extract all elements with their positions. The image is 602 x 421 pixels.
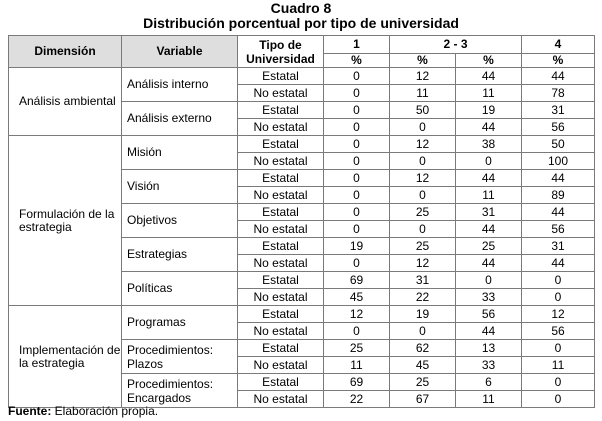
tipo-universidad-cell: Estatal <box>238 238 324 255</box>
percent-value-cell: 69 <box>324 272 390 289</box>
distribution-table <box>8 35 595 408</box>
percent-value-cell: 62 <box>390 340 456 357</box>
percent-value-cell: 44 <box>456 68 522 85</box>
percent-value-cell: 50 <box>522 136 595 153</box>
percent-value-cell: 11 <box>456 85 522 102</box>
percent-value-cell: 56 <box>456 306 522 323</box>
percent-value-cell: 25 <box>456 238 522 255</box>
header-dimension: Dimensión <box>9 36 122 68</box>
dimension-cell: Formulación de la estrategia <box>9 136 122 306</box>
dimension-cell: Análisis ambiental <box>9 68 122 136</box>
percent-value-cell: 19 <box>456 102 522 119</box>
percent-value-cell: 19 <box>324 238 390 255</box>
percent-value-cell: 11 <box>456 391 522 408</box>
source-label: Fuente: <box>8 404 52 418</box>
percent-value-cell: 0 <box>522 391 595 408</box>
tipo-universidad-cell: No estatal <box>238 391 324 408</box>
percent-value-cell: 13 <box>456 340 522 357</box>
variable-cell: Procedimientos: Encargados <box>122 374 238 408</box>
percent-value-cell: 50 <box>390 102 456 119</box>
tipo-universidad-cell: No estatal <box>238 85 324 102</box>
header-percent: % <box>324 54 390 68</box>
percent-value-cell: 33 <box>456 357 522 374</box>
table-row <box>9 136 595 153</box>
header-percent: % <box>390 54 456 68</box>
tipo-universidad-cell: No estatal <box>238 289 324 306</box>
tipo-universidad-cell: No estatal <box>238 255 324 272</box>
percent-value-cell: 45 <box>390 357 456 374</box>
percent-value-cell: 11 <box>456 187 522 204</box>
percent-value-cell: 11 <box>324 357 390 374</box>
percent-value-cell: 6 <box>456 374 522 391</box>
tipo-universidad-cell: No estatal <box>238 221 324 238</box>
percent-value-cell: 12 <box>390 136 456 153</box>
percent-value-cell: 31 <box>390 272 456 289</box>
variable-cell: Políticas <box>122 272 238 306</box>
percent-value-cell: 0 <box>324 255 390 272</box>
tipo-universidad-cell: No estatal <box>238 153 324 170</box>
header-col-4: 4 <box>522 36 595 54</box>
percent-value-cell: 0 <box>390 323 456 340</box>
percent-value-cell: 56 <box>522 323 595 340</box>
percent-value-cell: 0 <box>324 85 390 102</box>
header-col-1: 1 <box>324 36 390 54</box>
header-percent: % <box>456 54 522 68</box>
source-note <box>8 404 158 418</box>
percent-value-cell: 44 <box>522 204 595 221</box>
table-row <box>9 68 595 85</box>
variable-cell: Programas <box>122 306 238 340</box>
variable-cell: Análisis interno <box>122 68 238 102</box>
percent-value-cell: 44 <box>522 68 595 85</box>
tipo-universidad-cell: No estatal <box>238 119 324 136</box>
percent-value-cell: 100 <box>522 153 595 170</box>
percent-value-cell: 0 <box>324 221 390 238</box>
variable-cell: Procedimientos: Plazos <box>122 340 238 374</box>
percent-value-cell: 11 <box>522 357 595 374</box>
header-variable: Variable <box>122 36 238 68</box>
tipo-universidad-cell: Estatal <box>238 170 324 187</box>
percent-value-cell: 0 <box>324 68 390 85</box>
header-tipo-universidad: Tipo de Universidad <box>238 36 324 68</box>
header-col-2-3: 2 - 3 <box>390 36 522 54</box>
variable-cell: Análisis externo <box>122 102 238 136</box>
percent-value-cell: 22 <box>324 391 390 408</box>
percent-value-cell: 44 <box>456 170 522 187</box>
percent-value-cell: 22 <box>390 289 456 306</box>
percent-value-cell: 12 <box>390 170 456 187</box>
percent-value-cell: 25 <box>390 238 456 255</box>
percent-value-cell: 0 <box>456 153 522 170</box>
percent-value-cell: 0 <box>456 272 522 289</box>
tipo-universidad-cell: Estatal <box>238 68 324 85</box>
percent-value-cell: 11 <box>390 85 456 102</box>
percent-value-cell: 31 <box>522 102 595 119</box>
percent-value-cell: 0 <box>390 153 456 170</box>
tipo-universidad-cell: No estatal <box>238 357 324 374</box>
table-body <box>9 68 595 408</box>
percent-value-cell: 12 <box>522 306 595 323</box>
tipo-universidad-cell: No estatal <box>238 187 324 204</box>
table-subtitle: Distribución porcentual por tipo de universidad <box>143 15 459 31</box>
percent-value-cell: 12 <box>390 68 456 85</box>
percent-value-cell: 0 <box>324 102 390 119</box>
percent-value-cell: 0 <box>324 119 390 136</box>
percent-value-cell: 44 <box>456 323 522 340</box>
percent-value-cell: 0 <box>390 187 456 204</box>
variable-cell: Misión <box>122 136 238 170</box>
variable-cell: Estrategias <box>122 238 238 272</box>
percent-value-cell: 44 <box>456 119 522 136</box>
percent-value-cell: 25 <box>390 204 456 221</box>
percent-value-cell: 0 <box>390 221 456 238</box>
percent-value-cell: 25 <box>390 374 456 391</box>
percent-value-cell: 0 <box>324 136 390 153</box>
percent-value-cell: 0 <box>324 170 390 187</box>
percent-value-cell: 69 <box>324 374 390 391</box>
table-row <box>9 306 595 323</box>
tipo-universidad-cell: No estatal <box>238 323 324 340</box>
tipo-universidad-cell: Estatal <box>238 272 324 289</box>
percent-value-cell: 0 <box>390 119 456 136</box>
percent-value-cell: 12 <box>324 306 390 323</box>
tipo-universidad-cell: Estatal <box>238 136 324 153</box>
percent-value-cell: 44 <box>456 255 522 272</box>
percent-value-cell: 0 <box>522 340 595 357</box>
percent-value-cell: 12 <box>390 255 456 272</box>
percent-value-cell: 25 <box>324 340 390 357</box>
percent-value-cell: 67 <box>390 391 456 408</box>
percent-value-cell: 19 <box>390 306 456 323</box>
percent-value-cell: 0 <box>324 323 390 340</box>
percent-value-cell: 78 <box>522 85 595 102</box>
percent-value-cell: 45 <box>324 289 390 306</box>
header-percent: % <box>522 54 595 68</box>
variable-cell: Visión <box>122 170 238 204</box>
percent-value-cell: 56 <box>522 119 595 136</box>
percent-value-cell: 0 <box>522 272 595 289</box>
percent-value-cell: 0 <box>324 187 390 204</box>
percent-value-cell: 56 <box>522 221 595 238</box>
tipo-universidad-cell: Estatal <box>238 374 324 391</box>
percent-value-cell: 0 <box>324 153 390 170</box>
percent-value-cell: 31 <box>456 204 522 221</box>
percent-value-cell: 44 <box>522 170 595 187</box>
percent-value-cell: 89 <box>522 187 595 204</box>
dimension-cell: Implementación de la estrategia <box>9 306 122 408</box>
source-text: Elaboración propia. <box>51 404 159 418</box>
table-title: Cuadro 8 <box>270 0 332 16</box>
tipo-universidad-cell: Estatal <box>238 340 324 357</box>
percent-value-cell: 31 <box>522 238 595 255</box>
percent-value-cell: 44 <box>522 255 595 272</box>
tipo-universidad-cell: Estatal <box>238 102 324 119</box>
percent-value-cell: 33 <box>456 289 522 306</box>
percent-value-cell: 0 <box>324 204 390 221</box>
tipo-universidad-cell: Estatal <box>238 306 324 323</box>
percent-value-cell: 38 <box>456 136 522 153</box>
percent-value-cell: 0 <box>522 374 595 391</box>
tipo-universidad-cell: Estatal <box>238 204 324 221</box>
percent-value-cell: 44 <box>456 221 522 238</box>
variable-cell: Objetivos <box>122 204 238 238</box>
percent-value-cell: 0 <box>522 289 595 306</box>
